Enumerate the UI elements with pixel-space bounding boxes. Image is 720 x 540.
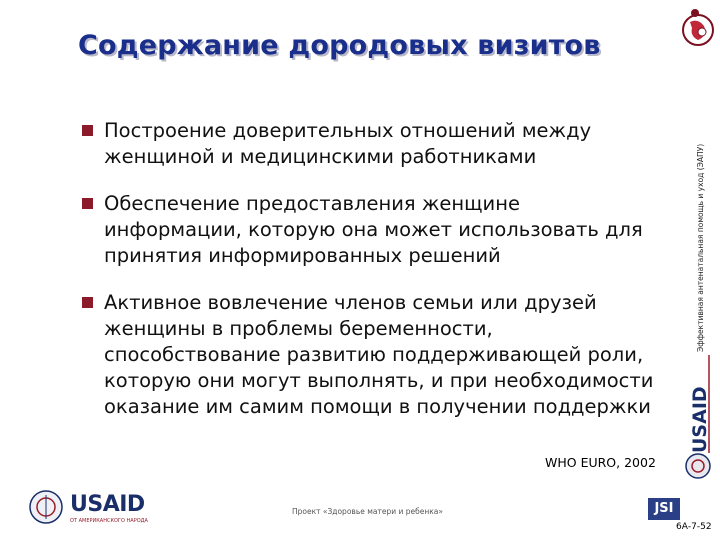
project-caption: Проект «Здоровье матери и ребенка» [292,507,443,516]
usaid-bottom-logo-text: USAID [70,492,145,517]
side-caption: Эффективная антенатальная помощь и уход (ЭАПУ) [696,143,705,352]
mother-child-logo-icon [680,6,716,48]
bullet-item [82,191,662,269]
usaid-side-logo-text: USAID [689,386,711,453]
bullet-text: Обеспечение предоставления женщине информации, которую она может использовать для принятия информированных решений [104,192,643,267]
square-bullet-icon [82,125,93,136]
bullet-item [82,118,662,170]
slide-title: Содержание дородовых визитов [78,30,601,61]
citation: WHO EURO, 2002 [545,455,656,470]
bullet-text: Построение доверительных отношений между женщиной и медицинскими работниками [104,119,592,168]
bullet-item [82,290,662,420]
usaid-seal-icon [684,452,712,480]
square-bullet-icon [82,198,93,209]
slide-number: 6А-7-52 [676,522,712,532]
bullet-list [82,118,662,441]
bullet-text: Активное вовлечение членов семьи или друзей женщины в проблемы беременности, способствование развитию поддерживающей роли, которую они могут выполнять, и при необходимости оказание им самим помощи в получении поддержки [104,291,654,418]
usaid-side-logo [686,355,714,455]
usaid-bottom-tagline: ОТ АМЕРИКАНСКОГО НАРОДА [70,518,148,524]
square-bullet-icon [82,297,93,308]
jsi-logo: JSI [648,498,680,520]
